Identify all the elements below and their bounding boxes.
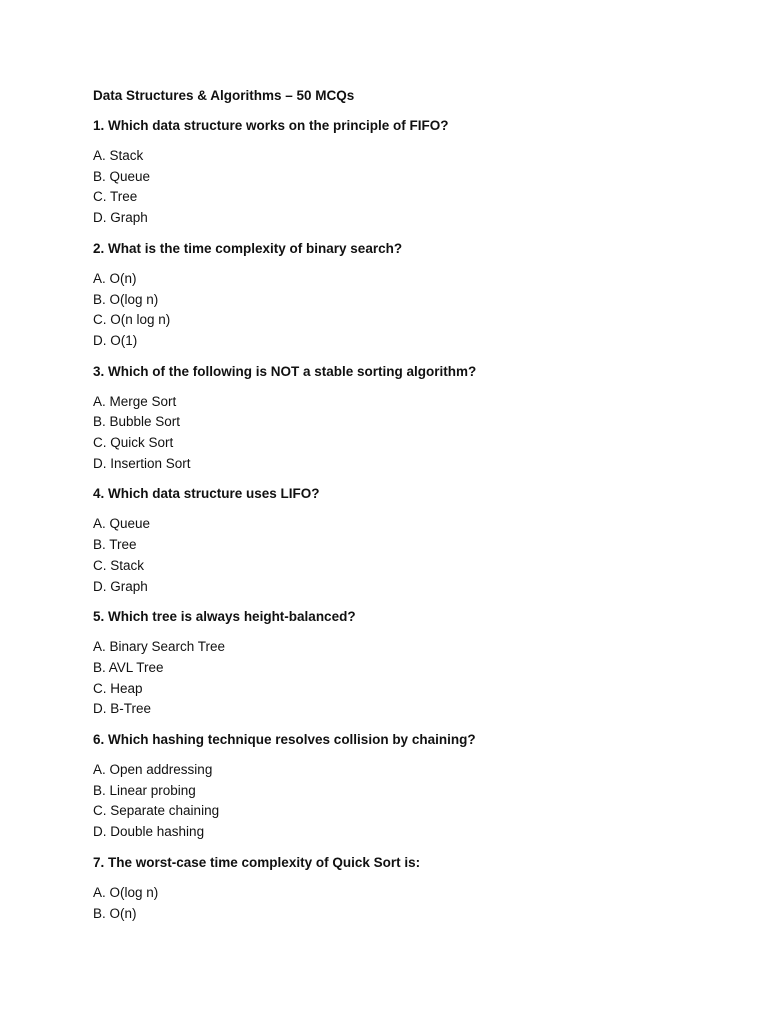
- option-b: B. Tree: [93, 537, 137, 553]
- question-text: 6. Which hashing technique resolves collision by chaining?: [93, 732, 476, 748]
- option-b: B. Linear probing: [93, 782, 196, 798]
- option-d: D. Graph: [93, 578, 148, 594]
- option-c: C. Quick Sort: [93, 435, 174, 451]
- option-d: D. O(1): [93, 332, 138, 348]
- option-list: [93, 637, 713, 720]
- question-2: [93, 239, 713, 352]
- option-d: D. Insertion Sort: [93, 455, 191, 471]
- option-list: [93, 392, 713, 475]
- option-c: C. Heap: [93, 680, 143, 696]
- option-a: A. Binary Search Tree: [93, 639, 226, 655]
- option-c: C. Stack: [93, 557, 145, 573]
- option-b: B. O(n): [93, 905, 137, 921]
- option-list: [93, 883, 713, 924]
- option-list: [93, 514, 713, 597]
- option-c: C. Separate chaining: [93, 803, 220, 819]
- option-d: D. Graph: [93, 210, 148, 226]
- option-a: A. O(n): [93, 270, 137, 286]
- option-a: A. O(log n): [93, 884, 159, 900]
- option-a: A. Queue: [93, 516, 151, 532]
- question-text: 7. The worst-case time complexity of Quick Sort is:: [93, 854, 421, 870]
- option-a: A. Merge Sort: [93, 393, 177, 409]
- question-5: [93, 607, 713, 720]
- question-7: [93, 853, 713, 924]
- question-4: [93, 484, 713, 597]
- option-d: D. Double hashing: [93, 824, 205, 840]
- option-b: B. AVL Tree: [93, 659, 164, 675]
- option-b: B. O(log n): [93, 291, 159, 307]
- option-list: [93, 269, 713, 352]
- option-d: D. B-Tree: [93, 701, 152, 717]
- question-text: 3. Which of the following is NOT a stable sorting algorithm?: [93, 363, 477, 379]
- document-title: Data Structures & Algorithms – 50 MCQs: [93, 88, 355, 103]
- question-text: 5. Which tree is always height-balanced?: [93, 609, 356, 625]
- question-text: 2. What is the time complexity of binary search?: [93, 240, 403, 256]
- option-b: B. Bubble Sort: [93, 414, 181, 430]
- option-a: A. Stack: [93, 148, 144, 163]
- question-text: 1. Which data structure works on the principle of FIFO?: [93, 118, 449, 133]
- question-1: [93, 116, 713, 229]
- option-a: A. Open addressing: [93, 762, 213, 778]
- question-3: [93, 362, 713, 475]
- option-b: B. Queue: [93, 168, 151, 184]
- option-list: [93, 760, 713, 843]
- option-list: [93, 146, 713, 229]
- option-c: C. Tree: [93, 189, 138, 205]
- option-c: C. O(n log n): [93, 312, 171, 328]
- question-text: 4. Which data structure uses LIFO?: [93, 486, 320, 502]
- document-page: [93, 86, 713, 934]
- question-6: [93, 730, 713, 843]
